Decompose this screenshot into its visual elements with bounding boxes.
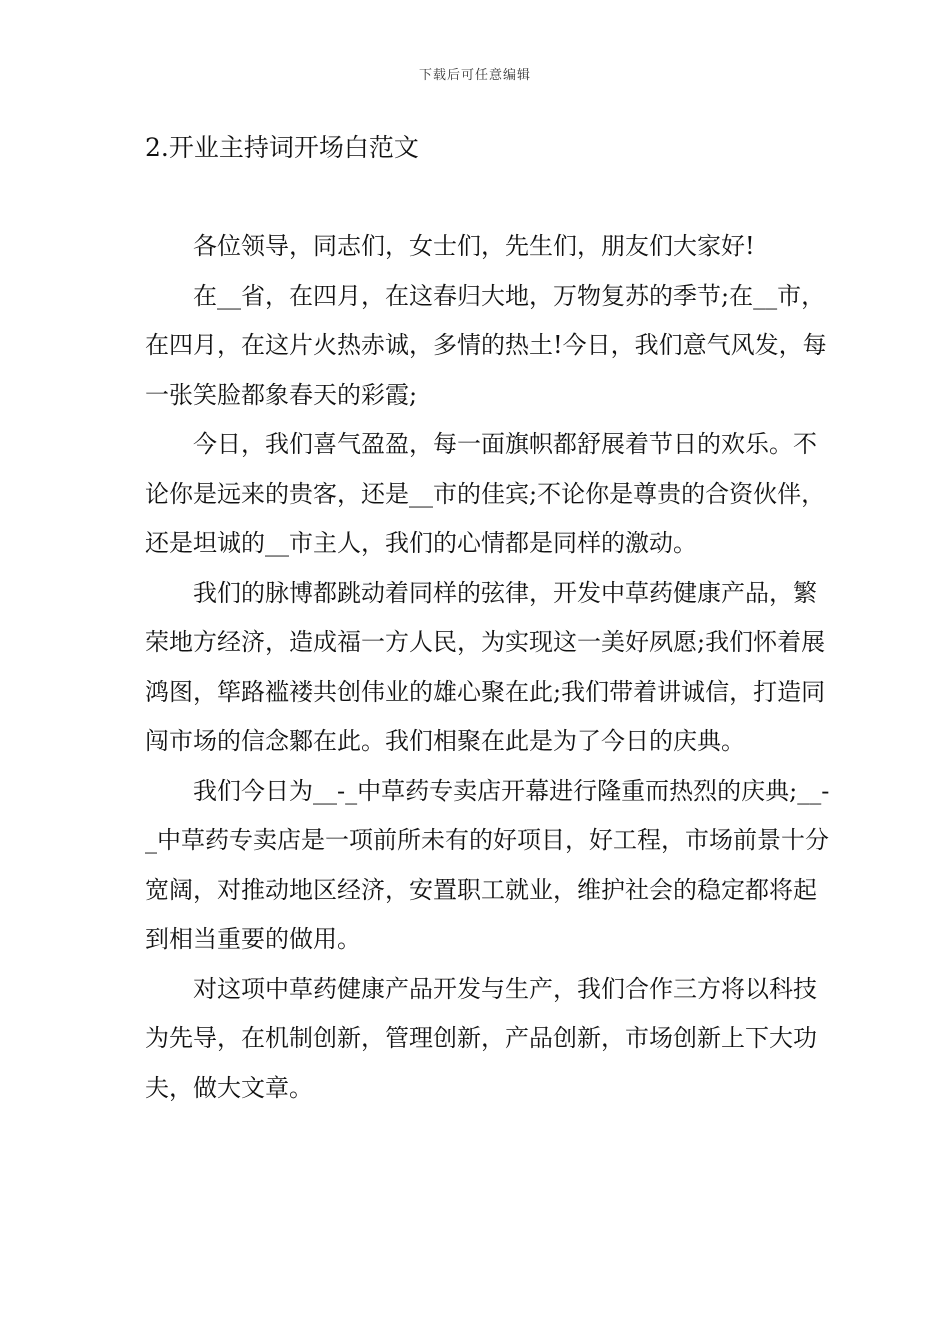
paragraph-innovation: 对这项中草药健康产品开发与生产，我们合作三方将以科技为先导，在机制创新，管理创新，产品创新，市场创新上下大功夫，做大文章。: [145, 974, 817, 1102]
paragraph-celebration: 今日，我们喜气盈盈，每一面旗帜都舒展着节日的欢乐。不论你是远来的贵客，还是__市的佳宾;不论你是尊贵的合资伙伴，还是坦诚的__市主人，我们的心情都是同样的激动。: [145, 430, 826, 557]
document-body: [145, 222, 835, 1113]
header-note: 下载后可任意编辑: [418, 68, 531, 83]
paragraph-greeting: 各位领导，同志们，女士们，先生们，朋友们大家好!: [193, 232, 755, 260]
paragraph-vision: 我们的脉博都跳动着同样的弦律，开发中草药健康产品，繁荣地方经济，造成福一方人民，为实现这一美好夙愿;我们怀着展鸿图，筚路褴褛共创伟业的雄心聚在此;我们带着讲诚信，打造同闯市场的信念鄹在此。我们相聚在此是为了今日的庆典。: [145, 578, 826, 755]
paragraph-opening: 我们今日为__-_中草药专卖店开幕进行隆重而热烈的庆典;__-_中草药专卖店是一项前所未有的好项目，好工程，市场前景十分宽阔，对推动地区经济，安置职工就业，维护社会的稳定都将起到相当重要的做用。: [145, 776, 830, 953]
document-title: 2.开业主持词开场白范文: [145, 133, 419, 162]
paragraph-season: 在__省，在四月，在这春归大地，万物复苏的季节;在__市，在四月，在这片火热赤诚，多情的热土!今日，我们意气风发，每一张笑脸都象春天的彩霞;: [145, 281, 827, 409]
